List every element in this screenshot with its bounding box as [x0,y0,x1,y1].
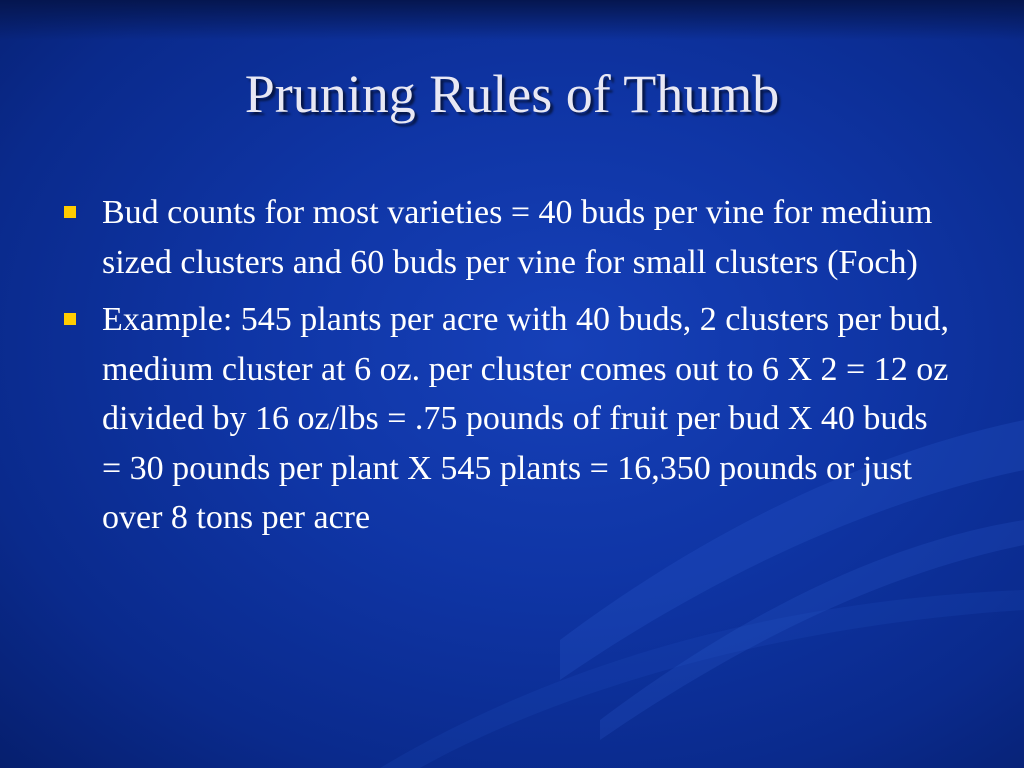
bullet-text: Example: 545 plants per acre with 40 buds, 2 clusters per bud, medium cluster at 6 oz. per cluster comes out to 6 X 2 = 12 oz divided by 16 oz/lbs = .75 pounds of fruit per bud X 40 buds = 30 pounds per plant X 545 plants = 16,350 pounds or just over 8 tons per acre [102,301,949,536]
bullet-text: Bud counts for most varieties = 40 buds per vine for medium sized clusters and 60 buds per vine for small clusters (Foch) [102,194,933,281]
bullet-item [62,295,952,543]
bullet-item [62,188,952,287]
bullet-list [62,188,952,551]
square-bullet-icon [64,206,76,218]
slide-title: Pruning Rules of Thumb [244,64,780,124]
square-bullet-icon [64,313,76,325]
